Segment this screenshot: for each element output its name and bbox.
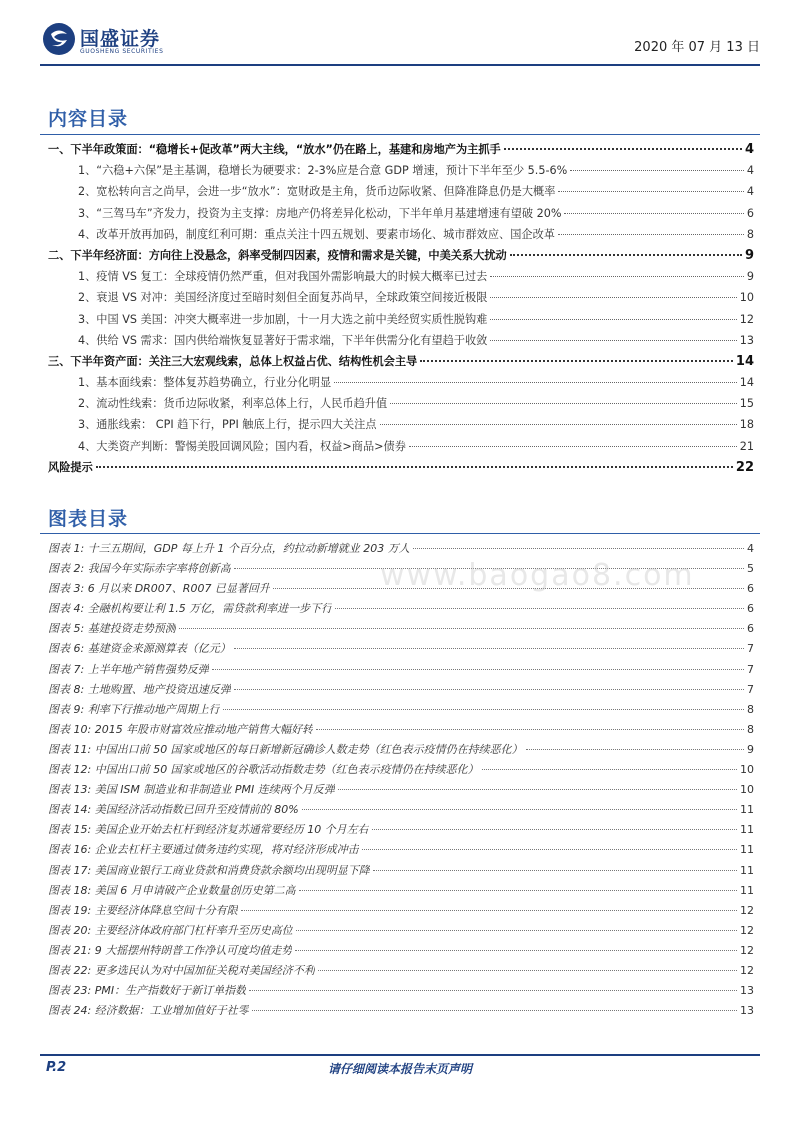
dot-leader: [504, 148, 742, 150]
toc-entry-text: 三、下半年资产面：关注三大宏观线索，总体上权益占优、结构性机会主导: [48, 354, 418, 368]
figure-entry-text: 图表 5: 基建投资走势预测: [48, 622, 176, 636]
figure-entry[interactable]: [48, 942, 754, 962]
toc-entry-text: 4、供给 VS 需求：国内供给端恢复显著好于需求端，下半年供需分化有望趋于收敛: [78, 333, 488, 347]
toc-entry-page: 14: [735, 353, 754, 369]
dot-leader: [316, 729, 744, 730]
dot-leader: [490, 297, 736, 298]
figure-entry[interactable]: [48, 841, 754, 861]
figure-entry-text: 图表 1: 十三五期间，GDP 每上升 1 个百分点，约拉动新增就业 203 万人: [48, 542, 410, 555]
toc-entry-page: 4: [746, 185, 754, 199]
figure-entry-page: 10: [740, 763, 754, 777]
toc-entry[interactable]: [48, 226, 754, 247]
figure-entry-text: 图表 24: 经济数据：工业增加值好于社零: [48, 1004, 249, 1018]
toc-entry[interactable]: [48, 438, 754, 459]
toc-entry-page: 10: [739, 291, 754, 305]
figure-entry-page: 11: [740, 803, 754, 817]
dot-leader: [490, 340, 736, 341]
figure-entry-text: 图表 22: 更多选民认为对中国加征关税对美国经济不利: [48, 963, 315, 977]
toc-entry-page: 6: [746, 206, 754, 220]
figure-entry[interactable]: [48, 761, 754, 781]
dot-leader: [212, 669, 744, 670]
toc-entry-text: 二、下半年经济面：方向往上没悬念，斜率受制四因素，疫情和需求是关键，中美关系大扰动: [48, 248, 507, 262]
figure-entry-page: 8: [747, 722, 754, 736]
dot-leader: [334, 382, 737, 383]
dot-leader: [390, 403, 737, 404]
table-of-contents: [48, 141, 754, 480]
lof-title-divider: [40, 533, 760, 534]
toc-entry-text: 3、“三驾马车”齐发力，投资为主支撑：房地产仍将差异化松动，下半年单月基建增速有望破 20%: [78, 206, 562, 220]
figure-entry-text: 图表 15: 美国企业开始去杠杆到经济复苏通常要经历 10 个月左右: [48, 823, 369, 837]
toc-entry-page: 15: [739, 397, 754, 411]
toc-entry-page: 9: [744, 247, 754, 263]
figure-entry-text: 图表 4: 全融机构要让利 1.5 万亿，需贷款利率进一步下行: [48, 602, 333, 616]
logo-subtitle: GUOSHENG SECURITIES: [80, 48, 164, 55]
figure-entry[interactable]: [48, 801, 754, 821]
figure-entry-page: 6: [747, 582, 754, 596]
toc-entry-page: 9: [746, 270, 754, 284]
figure-entry-text: 图表 14: 美国经济活动指数已回升至疫情前的 80%: [48, 803, 299, 817]
toc-entry[interactable]: [48, 205, 754, 226]
figure-entry-page: 10: [740, 783, 754, 797]
figure-entry-text: 图表 8: 土地购置、地产投资迅速反弹: [48, 682, 231, 696]
figure-entry-text: 图表 12: 中国出口前 50 国家或地区的谷歌活动指数走势（红色表示疫情仍在持续恶化）: [48, 763, 479, 777]
dot-leader: [380, 424, 737, 425]
toc-entry-text: 4、大类资产判断：警惕美股回调风险；国内看，权益>商品>债券: [78, 439, 406, 453]
figure-entry-text: 图表 10: 2015 年股市财富效应推动地产销售大幅好转: [48, 722, 314, 736]
dot-leader: [490, 276, 744, 277]
toc-entry-page: 18: [739, 418, 754, 432]
toc-entry[interactable]: [48, 353, 754, 374]
dot-leader: [409, 446, 737, 447]
dot-leader: [302, 809, 737, 810]
figure-entry[interactable]: [48, 962, 754, 982]
figure-entry-page: 11: [740, 883, 754, 897]
figure-entry-page: 13: [740, 1004, 754, 1018]
figure-entry-text: 图表 3: 6 月以来 DR007、R007 已显著回升: [48, 582, 270, 596]
figure-entry-text: 图表 16: 企业去杠杆主要通过债务违约实现，将对经济形成冲击: [48, 843, 359, 857]
toc-entry[interactable]: [48, 141, 754, 162]
dot-leader: [296, 930, 737, 931]
figure-entry-page: 12: [740, 923, 754, 937]
figure-entry-page: 7: [747, 662, 754, 676]
header-divider: [40, 64, 760, 66]
figure-entry-text: 图表 9: 利率下行推动地产周期上行: [48, 702, 220, 716]
dot-leader: [558, 234, 744, 235]
toc-entry[interactable]: [48, 311, 754, 332]
toc-entry-text: 3、中国 VS 美国：冲突大概率进一步加剧，十一月大选之前中美经贸实质性脱钩难: [78, 312, 488, 326]
toc-entry-page: 4: [744, 142, 754, 157]
figure-entry-page: 6: [747, 622, 754, 636]
toc-entry[interactable]: [48, 247, 754, 268]
dot-leader: [318, 970, 737, 971]
dot-leader: [96, 466, 733, 468]
figure-entry-page: 12: [740, 943, 754, 957]
report-date: 2020 年 07 月 13 日: [634, 40, 760, 55]
figure-entry[interactable]: [48, 741, 754, 761]
toc-entry[interactable]: [48, 162, 754, 183]
toc-entry-text: 3、通胀线索： CPI 趋下行，PPI 触底上行，提示四大关注点: [78, 418, 377, 432]
toc-entry-text: 2、衰退 VS 对冲：美国经济度过至暗时刻但全面复苏尚早，全球政策空间接近极限: [78, 291, 488, 305]
toc-entry[interactable]: [48, 374, 754, 395]
footer-divider: [40, 1054, 760, 1056]
toc-entry[interactable]: [48, 395, 754, 416]
figure-entry[interactable]: [48, 882, 754, 902]
figure-entry[interactable]: [48, 922, 754, 942]
dot-leader: [335, 608, 744, 609]
figure-entry-text: 图表 11: 中国出口前 50 国家或地区的每日新增新冠确诊人数走势（红色表示疫情仍在持续恶化）: [48, 742, 523, 756]
dot-leader: [413, 548, 744, 549]
dot-leader: [373, 870, 737, 871]
figure-entry-text: 图表 17: 美国商业银行工商业贷款和消费贷款余额均出现明显下降: [48, 863, 370, 877]
figure-entry[interactable]: [48, 600, 754, 620]
toc-entry[interactable]: [48, 268, 754, 289]
figure-entry[interactable]: [48, 862, 754, 882]
toc-entry[interactable]: [48, 183, 754, 204]
figure-entry-page: 13: [740, 984, 754, 998]
page-header: [40, 18, 760, 66]
figure-entry-page: 9: [747, 742, 754, 756]
toc-entry[interactable]: [48, 289, 754, 310]
figure-entry-page: 11: [740, 823, 754, 837]
dot-leader: [526, 749, 744, 750]
toc-entry[interactable]: [48, 459, 754, 480]
figure-entry[interactable]: [48, 661, 754, 681]
figure-entry-page: 7: [747, 682, 754, 696]
dot-leader: [482, 769, 737, 770]
figure-entry[interactable]: [48, 620, 754, 640]
toc-entry[interactable]: [48, 332, 754, 353]
figure-entry[interactable]: [48, 1002, 754, 1022]
dot-leader: [570, 170, 744, 171]
dot-leader: [372, 829, 737, 830]
toc-entry-text: 风险提示: [48, 460, 93, 474]
toc-title: 内容目录: [48, 108, 129, 130]
logo-mark-icon: [42, 22, 76, 56]
toc-entry-page: 4: [746, 164, 754, 178]
dot-leader: [510, 254, 742, 256]
figure-entry-text: 图表 6: 基建资金来源测算表（亿元）: [48, 642, 231, 656]
dot-leader: [295, 950, 737, 951]
figure-entry[interactable]: [48, 640, 754, 660]
dot-leader: [558, 191, 743, 192]
toc-entry-text: 一、下半年政策面：“稳增长+促改革”两大主线，“放水”仍在路上，基建和房地产为主抓手: [48, 143, 501, 156]
figure-entry-page: 11: [740, 843, 754, 857]
dot-leader: [299, 890, 737, 891]
dot-leader: [234, 648, 744, 649]
list-of-figures: [48, 540, 754, 1022]
figure-entry[interactable]: [48, 721, 754, 741]
figure-entry[interactable]: [48, 701, 754, 721]
dot-leader: [420, 360, 733, 362]
figure-entry-text: 图表 2: 我国今年实际赤字率将创新高: [48, 562, 231, 576]
dot-leader: [179, 628, 744, 629]
company-logo: [42, 22, 222, 62]
figure-entry-page: 7: [747, 642, 754, 656]
dot-leader: [252, 1010, 737, 1011]
dot-leader: [564, 213, 743, 214]
page-number: P.2: [46, 1060, 67, 1075]
figure-entry-page: 8: [747, 702, 754, 716]
dot-leader: [338, 789, 737, 790]
figure-entry[interactable]: [48, 821, 754, 841]
figure-entry-text: 图表 7: 上半年地产销售强势反弹: [48, 662, 209, 676]
figure-entry[interactable]: [48, 781, 754, 801]
figure-entry-page: 12: [740, 963, 754, 977]
footer-disclaimer: 请仔细阅读本报告末页声明: [327, 1062, 472, 1076]
dot-leader: [223, 709, 744, 710]
figure-entry-page: 4: [747, 542, 754, 555]
lof-title: 图表目录: [48, 508, 129, 530]
dot-leader: [249, 990, 737, 991]
dot-leader: [234, 689, 744, 690]
dot-leader: [241, 910, 737, 911]
toc-entry-text: 2、宽松转向言之尚早，会进一步“放水”：宽财政是主角，货币边际收紧、但降准降息仍是大概率: [78, 185, 556, 199]
toc-entry-page: 22: [735, 459, 754, 475]
figure-entry[interactable]: [48, 681, 754, 701]
toc-entry-text: 2、流动性线索：货币边际收紧，利率总体上行，人民币趋升值: [78, 397, 388, 411]
figure-entry-page: 5: [747, 562, 754, 576]
figure-entry-page: 6: [747, 602, 754, 616]
figure-entry-text: 图表 21: 9 大摇摆州特朗普工作净认可度均值走势: [48, 943, 293, 957]
figure-entry[interactable]: [48, 982, 754, 1002]
dot-leader: [362, 849, 737, 850]
toc-entry-page: 13: [739, 333, 754, 347]
toc-entry-page: 12: [739, 312, 754, 326]
toc-entry-text: 1、疫情 VS 复工：全球疫情仍然严重，但对我国外需影响最大的时候大概率已过去: [78, 270, 488, 284]
toc-entry[interactable]: [48, 416, 754, 437]
dot-leader: [490, 319, 736, 320]
figure-entry-text: 图表 20: 主要经济体政府部门杠杆率升至历史高位: [48, 923, 293, 937]
figure-entry-text: 图表 18: 美国 6 月申请破产企业数量创历史第二高: [48, 883, 296, 897]
figure-entry-page: 12: [740, 903, 754, 917]
figure-entry-page: 11: [740, 863, 754, 877]
toc-entry-page: 8: [746, 227, 754, 241]
logo-text: 国盛证券: [80, 28, 161, 50]
toc-title-divider: [40, 134, 760, 135]
toc-entry-text: 1、“六稳+六保”是主基调，稳增长为硬要求：2-3%应是合意 GDP 增速，预计下半年至少 5.5-6%: [78, 164, 568, 178]
figure-entry[interactable]: [48, 902, 754, 922]
toc-entry-text: 4、改革开放再加码，制度红利可期：重点关注十四五规划、要素市场化、城市群效应、国企改革: [78, 227, 555, 241]
toc-entry-page: 21: [739, 439, 754, 453]
figure-entry-text: 图表 23: PMI：生产指数好于新订单指数: [48, 984, 247, 998]
watermark: www.baogao8.com: [380, 558, 695, 593]
figure-entry-text: 图表 19: 主要经济体降息空间十分有限: [48, 903, 238, 917]
toc-entry-text: 1、基本面线索：整体复苏趋势确立，行业分化明显: [78, 376, 332, 390]
figure-entry-text: 图表 13: 美国 ISM 制造业和非制造业 PMI 连续两个月反弹: [48, 783, 335, 797]
toc-entry-page: 14: [739, 376, 754, 390]
